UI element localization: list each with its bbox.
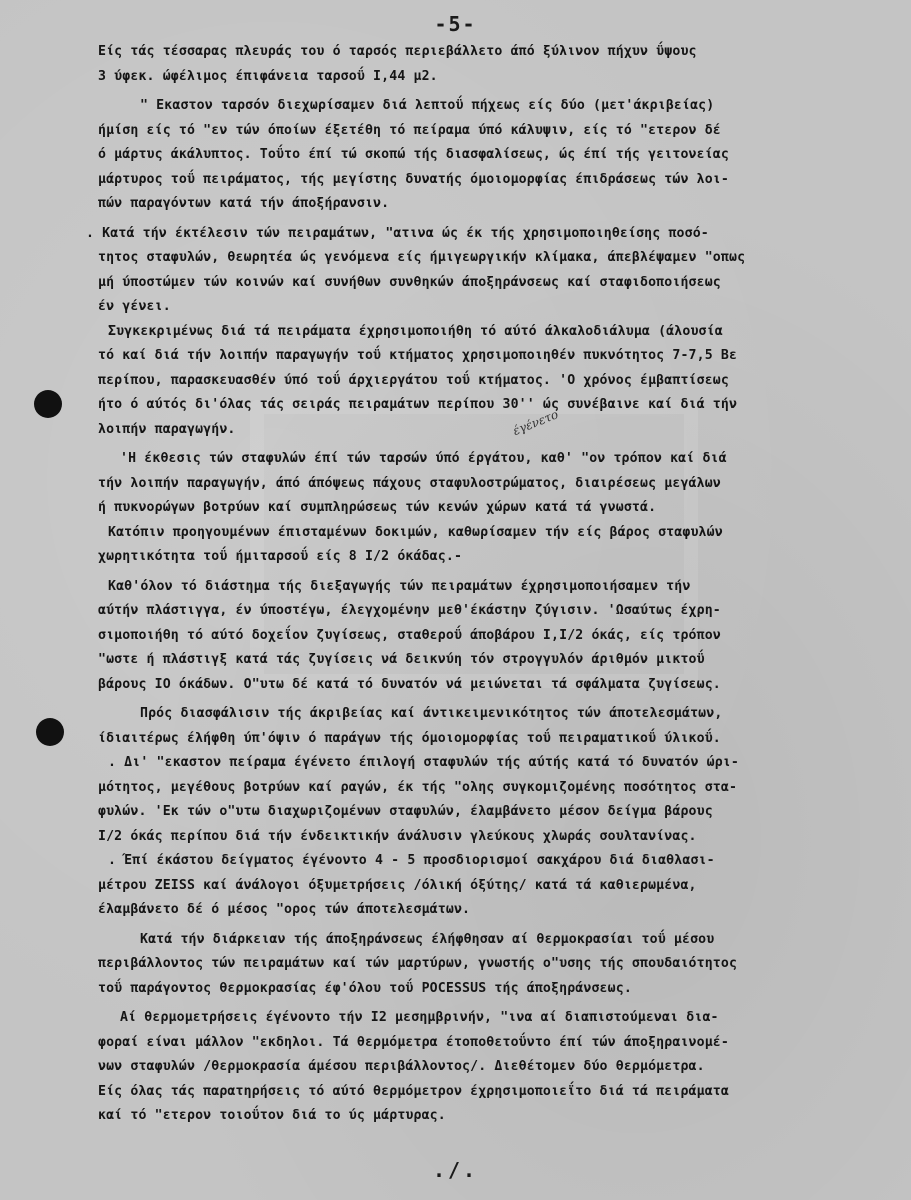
- text-line: Κατά τήν διάρκειαν τής άποξηράνσεως έλήφθησαν αί θερμοκρασίαι τοΰ μέσου: [140, 931, 715, 947]
- text-line: ίδιαιτέρως έλήφθη ύπ'όψιν ό παράγων τής όμοιομορφίας τοΰ πειραματικοΰ ύλικοΰ.: [98, 730, 721, 746]
- text-line: τοΰ παράγοντος θερμοκρασίας έφ'όλου τοΰ POCESSUS τής άποξηράνσεως.: [98, 980, 632, 996]
- text-line: Καθ'όλον τό διάστημα τής διεξαγωγής τών πειραμάτων έχρησιμοποιήσαμεν τήν: [108, 578, 691, 594]
- text-line: πών παραγόντων κατά τήν άποξήρανσιν.: [98, 196, 390, 211]
- text-line: Είς τάς τέσσαρας πλευράς του ό ταρσός περιεβάλλετο άπό ξύλινον πήχυν ΰψους: [98, 44, 697, 59]
- text-line: μότητος, μεγέθους βοτρύων καί ραγών, έκ τής "ολης συγκομιζομένης ποσότητος στα-: [98, 779, 738, 795]
- text-line: φοραί είναι μάλλον "εκδηλοι. Τά θερμόμετρα έτοποθετοΰντο έπί τών άποξηραινομέ-: [98, 1034, 729, 1050]
- text-line: Αί θερμομετρήσεις έγένοντο τήν I2 μεσημβρινήν, "ινα αί διαπιστούμεναι δια-: [120, 1010, 719, 1025]
- text-line: φυλών. 'Εκ τών ο"υτω διαχωριζομένων σταφυλών, έλαμβάνετο μέσον δείγμα βάρους: [98, 804, 713, 819]
- text-line: " Εκαστον ταρσόν διεχωρίσαμεν διά λεπτοΰ πήχεως είς δύο (μετ'άκριβείας): [140, 98, 715, 113]
- text-line: νων σταφυλών /θερμοκρασία άμέσου περιβάλλοντος/. Διεθέτομεν δύο θερμόμετρα.: [98, 1059, 705, 1074]
- text-line: Κατόπιν προηγουμένων έπισταμένων δοκιμών, καθωρίσαμεν τήν είς βάρος σταφυλών: [108, 524, 723, 540]
- text-line: . Έπί έκάστου δείγματος έγένοντο 4 - 5 προσδιορισμοί σακχάρου διά διαθλασι-: [108, 853, 715, 868]
- text-line: αύτήν πλάστιγγα, έν ύποστέγω, έλεγχομένην μεθ'έκάστην ζύγισιν. 'Ωσαύτως έχρη-: [98, 603, 721, 618]
- text-line: έλαμβάνετο δέ ό μέσος "ορος τών άποτελεσμάτων.: [98, 902, 471, 917]
- punch-hole-top: [34, 390, 62, 418]
- text-line: τητος σταφυλών, θεωρητέα ώς γενόμενα είς ήμιγεωργικήν κλίμακα, άπεβλέψαμεν "οπως: [98, 250, 746, 265]
- text-line: ήμίση είς τό "εν τών όποίων έξετέθη τό πείραμα ύπό κάλυψιν, είς τό "ετερον δέ: [98, 122, 721, 138]
- page-continuation-mark: ./.: [432, 1158, 479, 1182]
- text-line: έν γένει.: [98, 299, 171, 314]
- text-line: περίπου, παρασκευασθέν ύπό τοΰ άρχιεργάτου τοΰ κτήματος. 'Ο χρόνος έμβαπτίσεως: [98, 372, 729, 388]
- text-line: λοιπήν παραγωγήν.: [98, 421, 236, 437]
- text-line: 3 ύφεκ. ώφέλιμος έπιφάνεια ταρσοΰ I,44 μ2.: [98, 68, 438, 84]
- text-line: περιβάλλοντος τών πειραμάτων καί τών μαρτύρων, γνωστής ο"υσης τής σπουδαιότητος: [98, 956, 738, 971]
- text-line: σιμοποιήθη τό αύτό δοχεΐον ζυγίσεως, σταθεροΰ άποβάρου I,I/2 όκάς, είς τρόπον: [98, 627, 721, 643]
- text-line: 'Η έκθεσις τών σταφυλών έπί τών ταρσών ύπό έργάτου, καθ' "ον τρόπον καί διά: [120, 451, 727, 466]
- text-line: . Κατά τήν έκτέλεσιν τών πειραμάτων, "ατινα ώς έκ τής χρησιμοποιηθείσης ποσό-: [86, 225, 709, 241]
- text-line: καί τό "ετερον τοιοΰτον διά το ύς μάρτυρας.: [98, 1108, 446, 1123]
- text-line: μάρτυρος τοΰ πειράματος, τής μεγίστης δυνατής όμοιομορφίας έπιδράσεως τών λοι-: [98, 171, 729, 187]
- text-line: ή πυκνορώγων βοτρύων καί συμπληρώσεως τών κενών χώρων κατά τά γνωστά.: [98, 500, 657, 515]
- text-line: μή ύποστώμεν τών κοινών καί συνήθων συνθηκών άποξηράνσεως καί σταφιδοποιήσεως: [98, 274, 721, 290]
- handwritten-annotation: έγένετο: [510, 407, 561, 438]
- text-line: τό καί διά τήν λοιπήν παραγωγήν τοΰ κτήματος χρησιμοποιηθέν πυκνότητος 7-7,5 Βε: [98, 348, 738, 363]
- page-number: -5-: [434, 12, 477, 36]
- text-line: I/2 όκάς περίπου διά τήν ένδεικτικήν άνάλυσιν γλεύκους χλωράς σουλτανίνας.: [98, 828, 697, 844]
- text-line: χωρητικότητα τοΰ ήμιταρσοΰ είς 8 I/2 όκάδας.-: [98, 549, 463, 564]
- text-line: ό μάρτυς άκάλυπτος. Τοΰτο έπί τώ σκοπώ τής διασφαλίσεως, ώς έπί τής γειτονείας: [98, 147, 729, 162]
- punch-hole-bottom: [36, 718, 64, 746]
- text-line: Είς όλας τάς παρατηρήσεις τό αύτό θερμόμετρον έχρησιμοποιεΐτο διά τά πειράματα: [98, 1083, 729, 1099]
- typed-text-body: [80, 40, 890, 1129]
- text-line: . Δι' "εκαστον πείραμα έγένετο έπιλογή σταφυλών τής αύτής κατά τό δυνατόν ώρι-: [108, 755, 739, 770]
- text-line: τήν λοιπήν παραγωγήν, άπό άπόψεως πάχους σταφυλοστρώματος, διαιρέσεως μεγάλων: [98, 475, 721, 491]
- text-line: βάρους IO όκάδων. Ο"υτω δέ κατά τό δυνατόν νά μειώνεται τά σφάλματα ζυγίσεως.: [98, 676, 721, 692]
- text-line: Πρός διασφάλισιν τής άκριβείας καί άντικειμενικότητος τών άποτελεσμάτων,: [140, 706, 723, 721]
- text-line: Συγκεκριμένως διά τά πειράματα έχρησιμοποιήθη τό αύτό άλκαλοδιάλυμα (άλουσία: [108, 323, 723, 339]
- text-line: ήτο ό αύτός δι'όλας τάς σειράς πειραμάτων περίπου 30'' ώς συνέβαινε καί διά τήν: [98, 397, 738, 412]
- text-line: μέτρου ZEISS καί άνάλογοι όξυμετρήσεις /όλική όξύτης/ κατά τά καθιερωμένα,: [98, 877, 697, 893]
- text-line: "ωστε ή πλάστιγξ κατά τάς ζυγίσεις νά δεικνύη τόν στρογγυλόν άριθμόν μικτοΰ: [98, 652, 705, 667]
